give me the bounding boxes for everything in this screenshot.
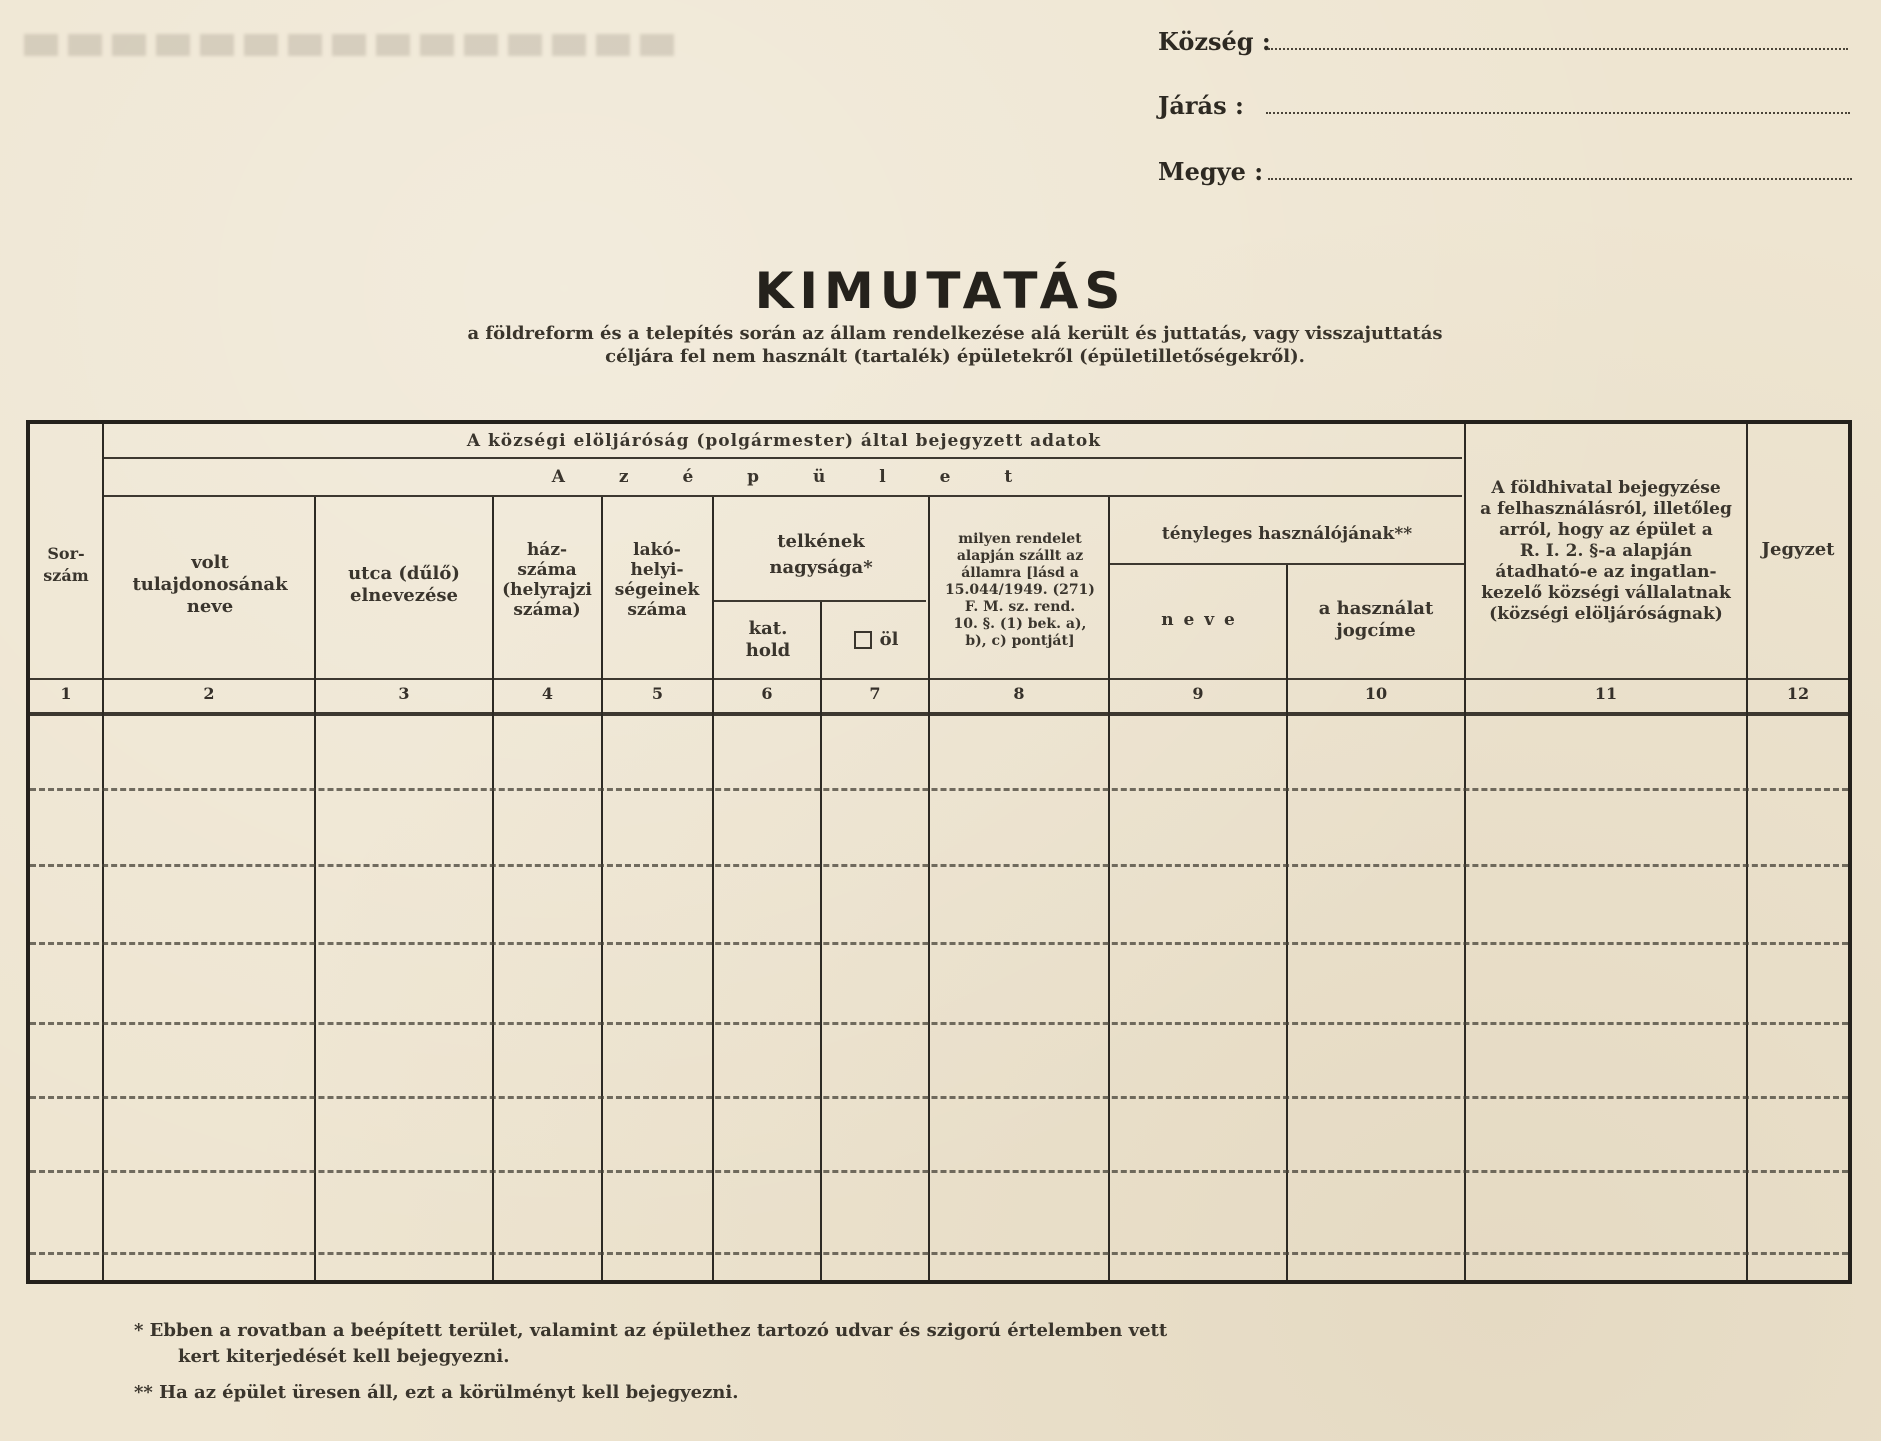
header-volt-tulajdonos: volt tulajdonosának neve [132, 552, 288, 617]
building-header: A z é p ü l e t [551, 467, 1017, 487]
footnote-1-line-2: kert kiterjedését kell bejegyezni. [178, 1346, 510, 1367]
group-header: A községi elöljáróság (polgármester) által bejegyzett adatok [466, 431, 1102, 451]
col-divider-8 [1108, 497, 1110, 1280]
footnote-1 [134, 1318, 1167, 1370]
col-divider-1 [102, 424, 104, 1280]
column-number: 10 [1364, 684, 1388, 703]
header-rule-3 [30, 678, 1848, 680]
column-number: 6 [761, 684, 773, 703]
table-row[interactable] [30, 1022, 1848, 1025]
document-title: KIMUTATÁS [754, 262, 1127, 320]
kozseg-label: Község : [1158, 27, 1271, 56]
column-number: 9 [1192, 684, 1204, 703]
header-ol-label: öl [879, 629, 899, 650]
header-kat-hold: kat. hold [745, 618, 791, 661]
column-number: 5 [651, 684, 664, 703]
col-divider-2 [314, 497, 316, 1280]
footnote-2: ** Ha az épület üresen áll, ezt a körülményt kell bejegyezni. [134, 1382, 739, 1403]
header-foldhivatal: A földhivatal bejegyzése a felhasználásról, illetőleg arról, hogy az épület a R. I. 2. §-a alapján átadható-e az ingatlan- kezelő községi vállalatnak (községi elöljáróságnak) [1480, 477, 1732, 624]
column-number: 1 [60, 684, 72, 703]
table-row[interactable] [30, 1170, 1848, 1173]
checkbox-square-icon [854, 631, 872, 649]
header-rendelet: milyen rendelet alapján szállt az államra [lásd a 15.044/1949. (271) F. M. sz. rend. 10. §. (1) bek. a), b), c) pontját] [945, 530, 1095, 649]
footnote-1-line-1: * Ebben a rovatban a beépített terület, valamint az épülethez tartozó udvar és szigorú értelemben vett [134, 1320, 1168, 1341]
column-number: 12 [1786, 684, 1810, 703]
column-number: 11 [1594, 684, 1618, 703]
header-hasznalat-jogcime: a használat jogcíme [1318, 598, 1434, 641]
column-number: 8 [1013, 684, 1025, 703]
col-divider-7 [928, 497, 930, 1280]
header-negyszogol [824, 608, 928, 672]
header-jegyzet: Jegyzet [1761, 539, 1835, 560]
header-hazszam: ház- száma (helyrajzi száma) [502, 540, 592, 620]
megye-label: Megye : [1158, 157, 1264, 186]
table-row[interactable] [30, 864, 1848, 867]
header-sorszam: Sor- szám [43, 544, 89, 585]
header-lakohelyiseg: lakó- helyi- ségeinek száma [614, 540, 700, 620]
header-tenyleges-hasznalo: tényleges használójának** [1161, 524, 1413, 544]
subtitle-line-2: céljára fel nem használt (tartalék) épületekről (épületilletőségekről). [605, 346, 1305, 367]
header-utca: utca (dűlő) elnevezése [348, 563, 460, 606]
header-rule-1 [104, 457, 1462, 459]
col-divider-4 [601, 497, 603, 1280]
table-row[interactable] [30, 1096, 1848, 1099]
header-telek-nagysag: telkének nagysága* [769, 531, 873, 578]
column-number: 2 [203, 684, 215, 703]
header-rule-2 [104, 495, 1462, 497]
subtitle-line-1: a földreform és a telepítés során az állam rendelkezése alá került és juttatás, vagy visszajuttatás [467, 323, 1443, 344]
col-divider-5 [712, 497, 714, 1280]
column-number: 4 [541, 684, 554, 703]
column-number: 7 [869, 684, 881, 703]
header-hasznalo-neve: n e v e [1161, 610, 1237, 630]
table-row[interactable] [30, 942, 1848, 945]
jaras-label: Járás : [1158, 91, 1244, 120]
table-row[interactable] [30, 1252, 1848, 1255]
column-number: 3 [398, 684, 410, 703]
header-rule-4 [30, 712, 1848, 716]
table-row[interactable] [30, 788, 1848, 791]
